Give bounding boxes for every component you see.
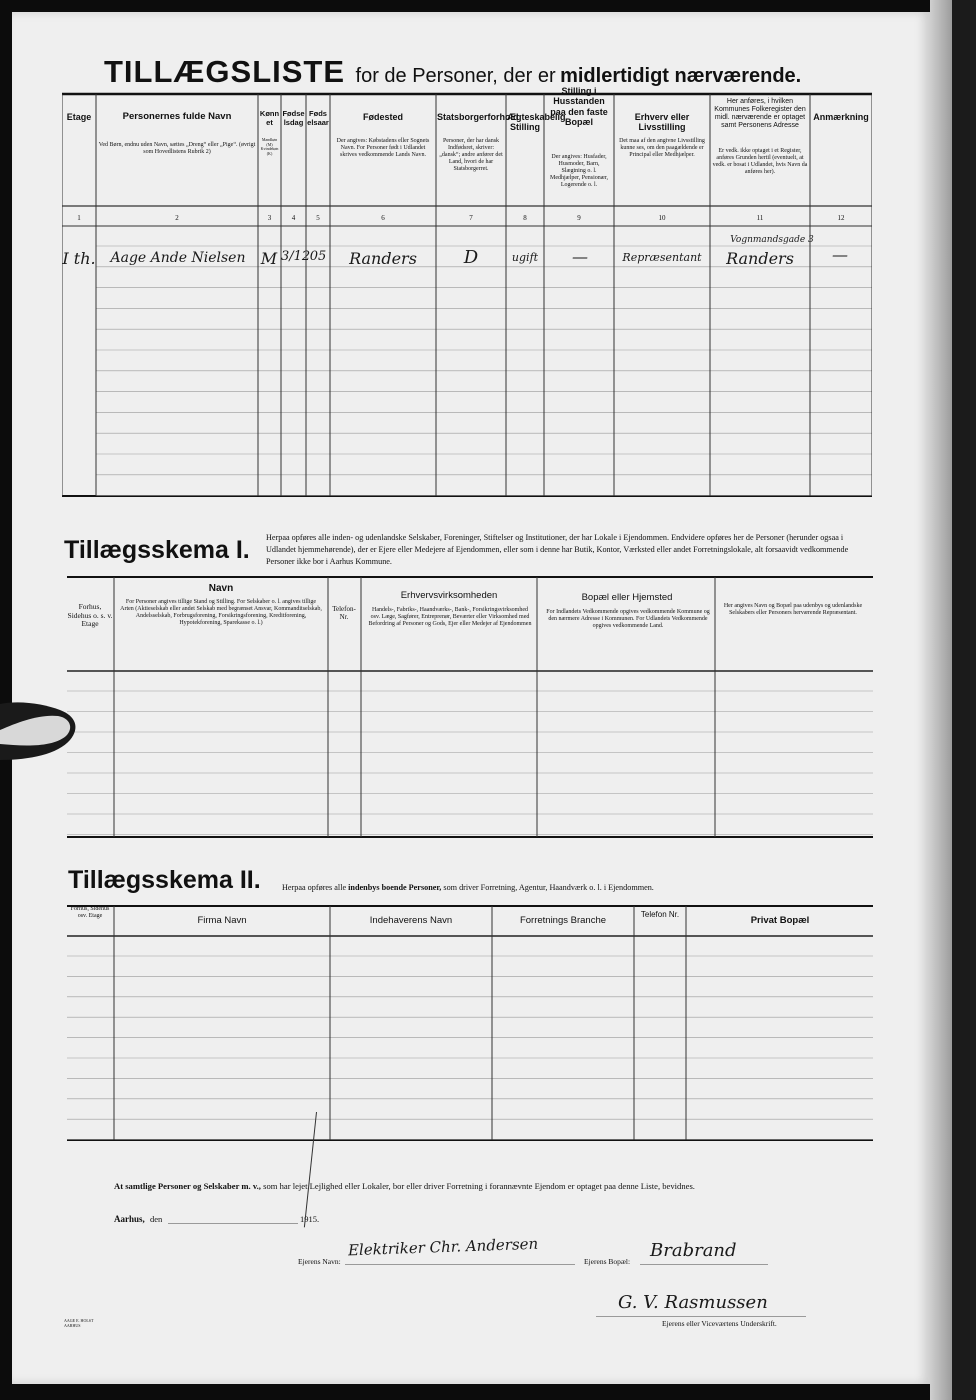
main-col-head-3: Kønnet — [259, 109, 280, 127]
main-col-head-2: Personernes fulde Navn — [122, 111, 232, 122]
background-edge — [952, 0, 976, 1400]
main-col-head-10: Erhverv eller Livsstilling — [634, 112, 690, 133]
entry-register: Randers — [726, 249, 794, 268]
printer-mark: AAGE E. HOLST AARHUS — [64, 1318, 94, 1328]
main-col-desc-3: Mandkøn (M) Kvindekøn (K) — [260, 137, 279, 156]
main-col-num-3: 3 — [267, 214, 272, 222]
main-col-num-2: 2 — [175, 214, 179, 222]
main-col-desc-7: Personer, der har dansk Indfødsret, skriver: „dansk“; andre anfører det Land, hvori de har Statsborgerret. — [439, 138, 503, 172]
entry-birthday: 3/12 — [281, 249, 311, 264]
main-col-num-12: 12 — [837, 214, 845, 222]
footer-den: den — [150, 1214, 163, 1224]
skema1-intro: Herpaa opføres alle inden- og udenlandske Selskaber, Foreninger, Stiftelser og Institutioner, der har Lokale i Ejendommen. Endvidere opføres her de Personer (herunder ogsaa i Udlandet hjemmehørende), der er Ejere eller Medejere af Ejendommen, eller som i denne har Butik, Kontor, Værksted eller andet Forretningslokale, alt forsaavidt vedkommende Personer ikke bor i Aarhus Kommune. — [266, 533, 849, 566]
skema1-title: Tillægsskema I. — [64, 536, 250, 564]
owner-name-label: Ejerens Navn: — [298, 1257, 341, 1266]
main-col-head-12: Anmærkning — [813, 112, 869, 122]
main-title-tail-a: for de Personer, der er — [355, 65, 556, 87]
skema1-col-erhverv-desc: Handels-, Fabriks-, Haandværks-, Bank-, Forsikringsvirksomhed osv. Læge, Sagfører, Entreprenør, Beværter eller Virksomhed med Befordring af Personer og Gods, Ejer eller Medejer af Ejendommen — [368, 607, 532, 627]
entry-register-note: Vognmandsgade 3 — [730, 235, 814, 245]
skema2-intro — [282, 883, 872, 892]
skema1-col-repr: Her angives Navn og Bopæl paa udenbys og udenlandske Selskabers eller Personers herværende Repræsentant. — [723, 603, 863, 616]
skema2-col-etage: Forhus, Sidehus osv. Etage — [70, 906, 110, 919]
skema2-col-telefon: Telefon Nr. — [640, 910, 680, 919]
skema2-col-branche: Forretnings Branche — [519, 915, 607, 926]
skema1-col-erhverv-head: Erhvervsvirksomheden — [400, 590, 498, 601]
main-col-head-6: Fødested — [362, 112, 403, 122]
owner-name-value: Elektriker Chr. Andersen — [347, 1234, 539, 1260]
entry-occupation: Repræsentant — [622, 251, 702, 264]
main-title-word: TILLÆGSLISTE — [104, 54, 346, 89]
skema1-col-telefon: Telefon-Nr. — [332, 605, 356, 622]
main-title-tail-b: midlertidigt nærværende. — [560, 65, 802, 87]
entry-birthyear: 05 — [309, 249, 327, 264]
skema2-col-bopael: Privat Bopæl — [750, 915, 810, 926]
main-col-desc-9: Der angives: Husfader, Husmoder, Barn, Slægtning o. l. Medhjælper, Pensionær, Logerende o. l. — [549, 154, 609, 188]
main-col-desc-2: Ved Børn, endnu uden Navn, sættes „Dreng“ eller „Pige“. (øvrigt som Hovedlistens Rubrik 2) — [98, 142, 256, 155]
date-line — [168, 1223, 298, 1224]
footer-statement — [114, 1181, 874, 1191]
owner-address-line — [640, 1264, 768, 1265]
skema1-col-navn-desc: For Personer angives tillige Stand og Stilling. For Selskaber o. l. angives tillige Arten (Aktieselskab eller andet Selskab med begrænset Ansvar, Kommanditselskab, Andelsselskab, Forbrugsforening, Forsikringsforening, Kreditforening, Hypotekforening, Sparekasse o. l.) — [120, 599, 322, 626]
main-col-head-7: Statsborgerforhold — [437, 112, 519, 122]
skema1-table — [67, 575, 873, 839]
skema2-col-indehaver: Indehaverens Navn — [369, 915, 453, 926]
signature: G. V. Rasmussen — [618, 1292, 768, 1313]
entry-household: — — [572, 247, 588, 266]
skema2-grid — [67, 904, 873, 1142]
entry-sex: M — [260, 249, 278, 268]
owner-name-line — [345, 1264, 575, 1265]
skema2-intro-c: som driver Forretning, Agentur, Haandværk o. l. i Ejendommen. — [443, 883, 654, 892]
main-col-num-4: 4 — [291, 214, 296, 222]
skema2-title — [68, 866, 261, 895]
main-col-num-1: 1 — [77, 214, 81, 222]
entry-etage: I th. — [62, 249, 96, 268]
main-col-head-4: Fødselsdag — [282, 109, 305, 127]
entry-marital: ugift — [511, 251, 539, 264]
main-col-num-10: 10 — [658, 214, 666, 222]
main-col-head-11: Her anføres, i hvilken Kommunes Folkeregister den midl. nærværende er optaget samt Personens Adresse — [714, 98, 806, 130]
skema1-col-navn-head: Navn — [208, 583, 234, 594]
main-col-num-11: 11 — [756, 214, 764, 222]
skema2-title-text: Tillægsskema II. — [68, 866, 261, 894]
main-col-head-8: Ægteskabelig Stilling — [507, 112, 566, 133]
skema2-table — [67, 904, 873, 1142]
owner-address-label: Ejerens Bopæl: — [584, 1257, 631, 1266]
main-col-desc-10: Det maa af den angivne Livsstilling kunne ses, om den paagældende er Principal eller Medhjælper. — [619, 138, 705, 158]
skema2-intro-a: Herpaa opføres alle — [282, 883, 347, 892]
entry-name: Aage Ande Nielsen — [110, 250, 246, 266]
main-table — [62, 80, 872, 500]
main-col-desc-6: Der angives: Købstadens eller Sognets Navn. For Personer født i Udlandet skrives vedkommende Lands Navn. — [336, 138, 430, 158]
main-col-num-9: 9 — [577, 214, 581, 222]
footer-place: Aarhus, — [114, 1214, 145, 1224]
main-col-head-5: Fødselsaar — [307, 109, 329, 127]
paper-clip-shadow — [0, 700, 80, 764]
main-col-num-7: 7 — [469, 214, 473, 222]
footer-year: 1915. — [300, 1214, 320, 1224]
signature-label: Ejerens eller Viceværtens Underskrift. — [662, 1319, 777, 1328]
skema2-intro-b: indenbys boende Personer, — [348, 883, 442, 892]
footer-statement-a: At samtlige Personer og Selskaber m. v., — [114, 1181, 261, 1191]
signature-line — [596, 1316, 806, 1317]
entry-birthplace: Randers — [349, 249, 417, 268]
owner-address-value: Brabrand — [650, 1240, 737, 1261]
skema1-col-bopael-desc: For Indlandets Vedkommende opgives vedkommende Kommune og den nærmere Adresse i Kommunen. For Udlandets Vedkommende opgives vedkommende Land. — [546, 609, 710, 629]
main-col-head-1: Etage — [66, 112, 92, 122]
main-col-num-8: 8 — [523, 214, 527, 222]
main-col-num-6: 6 — [381, 214, 385, 222]
skema1-col-etage: Forhus, Sidehus o. s. v. Etage — [67, 602, 113, 629]
main-col-head-9: Stilling i Husstanden paa den faste Bopæl — [550, 86, 608, 128]
skema2-col-firma: Firma Navn — [197, 915, 247, 926]
entry-note: — — [832, 245, 848, 264]
skema1-col-bopael-head: Bopæl eller Hjemsted — [581, 592, 673, 603]
main-col-num-5: 5 — [316, 214, 320, 222]
main-col-desc-11: Er vedk. ikke optaget i et Register, anføres Grunden hertil (eventuelt, at vedk. er bosat i Udlandet, hvis Navn da anføres her). — [712, 148, 808, 175]
footer-statement-b: som har lejet Lejlighed eller Lokaler, bor eller driver Forretning i forannævnte Ejendom er optaget paa denne Liste, bevidnes. — [263, 1181, 695, 1191]
entry-citizenship: D — [463, 247, 479, 268]
